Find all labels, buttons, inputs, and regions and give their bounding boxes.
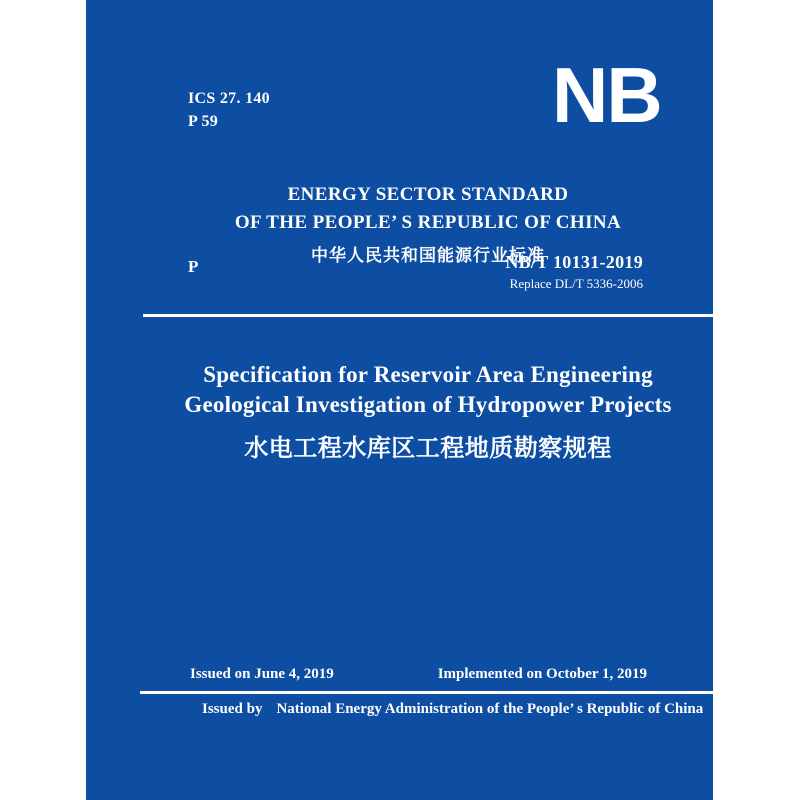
title-chinese: 水电工程水库区工程地质勘察规程: [244, 435, 612, 462]
bottom-divider-line: [140, 691, 713, 694]
issued-by-label: Issued by: [202, 701, 263, 717]
standard-number-block: [505, 252, 643, 292]
cover: [86, 0, 713, 800]
issued-by-value: National Energy Administration of the People’ s Republic of China: [276, 701, 704, 717]
implemented-date: Implemented on October 1, 2019: [437, 666, 647, 682]
doc-class-code: P 59: [188, 113, 219, 130]
heading-english-line2: OF THE PEOPLE’ S REPUBLIC OF CHINA: [234, 212, 622, 233]
issued-date: Issued on June 4, 2019: [190, 666, 334, 682]
title-english-line1: Specification for Reservoir Area Engineering: [203, 362, 653, 387]
top-divider-line: [143, 314, 713, 317]
issued-by-row: [143, 701, 713, 718]
dates-row: [143, 666, 713, 683]
title-block: [143, 360, 713, 463]
title-english-line2: Geological Investigation of Hydropower Projects: [184, 392, 672, 417]
replaces-note: Replace DL/T 5336-2006: [509, 276, 643, 291]
standard-number: NB/T 10131-2019: [505, 252, 643, 272]
ics-classification-block: [188, 87, 270, 133]
ics-code: ICS 27. 140: [188, 90, 270, 107]
heading-english-line1: ENERGY SECTOR STANDARD: [287, 184, 569, 205]
heading-chinese: 中华人民共和国能源行业标准: [311, 246, 545, 265]
nb-logo: NB: [552, 51, 661, 139]
doc-class-letter: P: [188, 257, 199, 276]
